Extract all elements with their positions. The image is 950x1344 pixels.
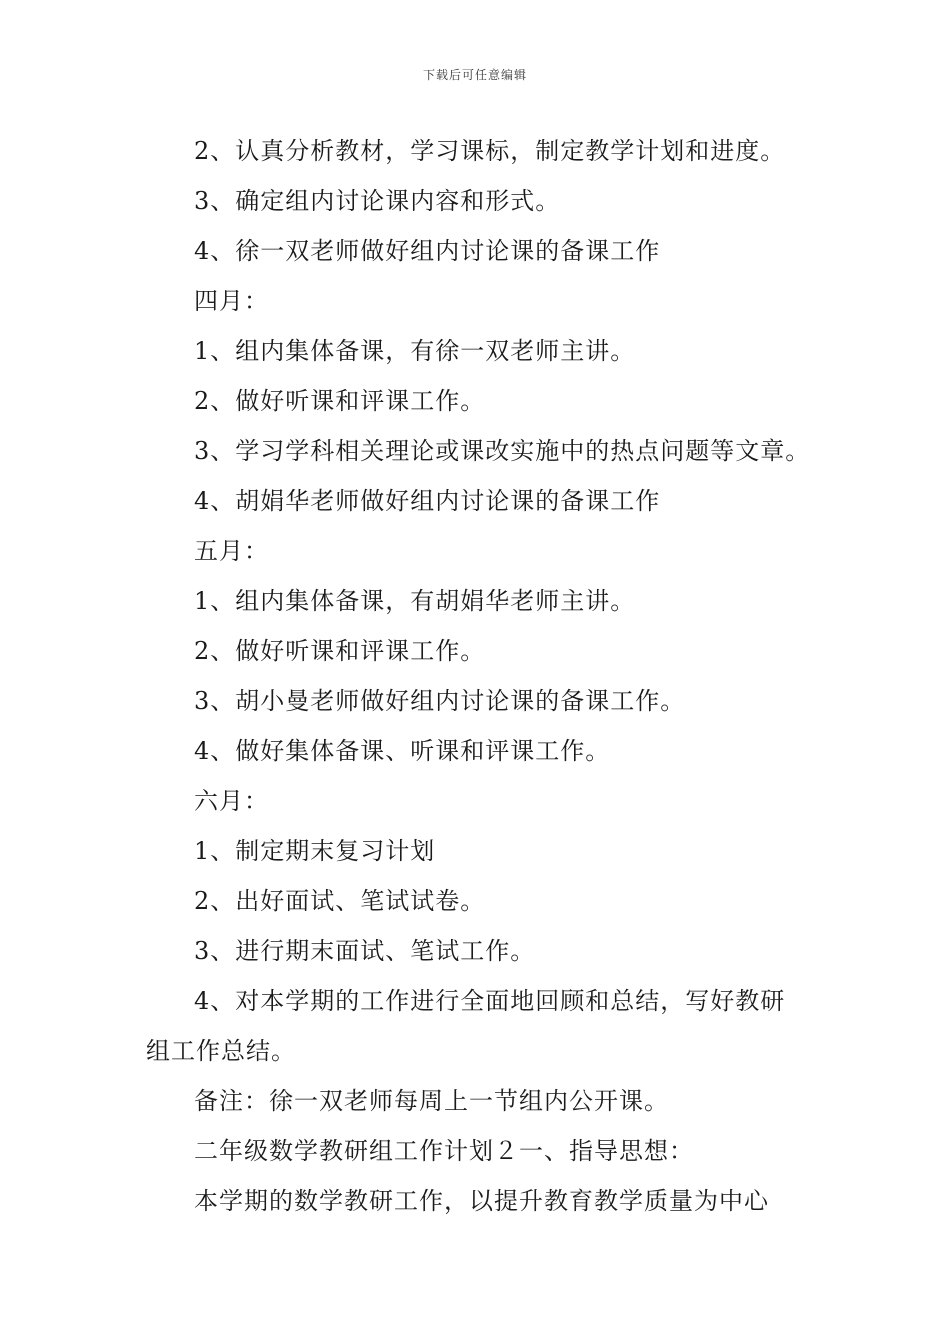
text-line: 1、组内集体备课，有胡娟华老师主讲。 — [194, 587, 636, 615]
text-line: 4、胡娟华老师做好组内讨论课的备课工作 — [194, 487, 661, 515]
text-line: 2、认真分析教材，学习课标，制定教学计划和进度。 — [194, 137, 786, 165]
section-heading: 二年级数学教研组工作计划２一、指导思想： — [194, 1137, 694, 1165]
text-line: 2、出好面试、笔试试卷。 — [194, 887, 486, 915]
text-line: 3、胡小曼老师做好组内讨论课的备课工作。 — [194, 687, 686, 715]
document-body — [146, 126, 826, 1226]
text-line: 3、学习学科相关理论或课改实施中的热点问题等文章。 — [194, 437, 811, 465]
text-line: 2、做好听课和评课工作。 — [194, 637, 486, 665]
summary-paragraph: 4、对本学期的工作进行全面地回顾和总结，写好教研组工作总结。 — [146, 987, 786, 1065]
note-line: 备注：徐一双老师每周上一节组内公开课。 — [194, 1087, 669, 1115]
text-line: 4、做好集体备课、听课和评课工作。 — [194, 737, 611, 765]
text-line: 1、制定期末复习计划 — [194, 837, 436, 865]
text-line: 2、做好听课和评课工作。 — [194, 387, 486, 415]
text-line: 4、徐一双老师做好组内讨论课的备课工作 — [194, 237, 661, 265]
month-heading-june: 六月： — [194, 787, 269, 815]
text-line: 1、组内集体备课，有徐一双老师主讲。 — [194, 337, 636, 365]
page-header: 下载后可任意编辑 — [422, 68, 527, 82]
text-line: 本学期的数学教研工作，以提升教育教学质量为中心 — [194, 1187, 769, 1215]
text-line: 3、确定组内讨论课内容和形式。 — [194, 187, 561, 215]
text-line: 3、进行期末面试、笔试工作。 — [194, 937, 536, 965]
month-heading-may: 五月： — [194, 537, 269, 565]
month-heading-april: 四月： — [194, 287, 269, 315]
